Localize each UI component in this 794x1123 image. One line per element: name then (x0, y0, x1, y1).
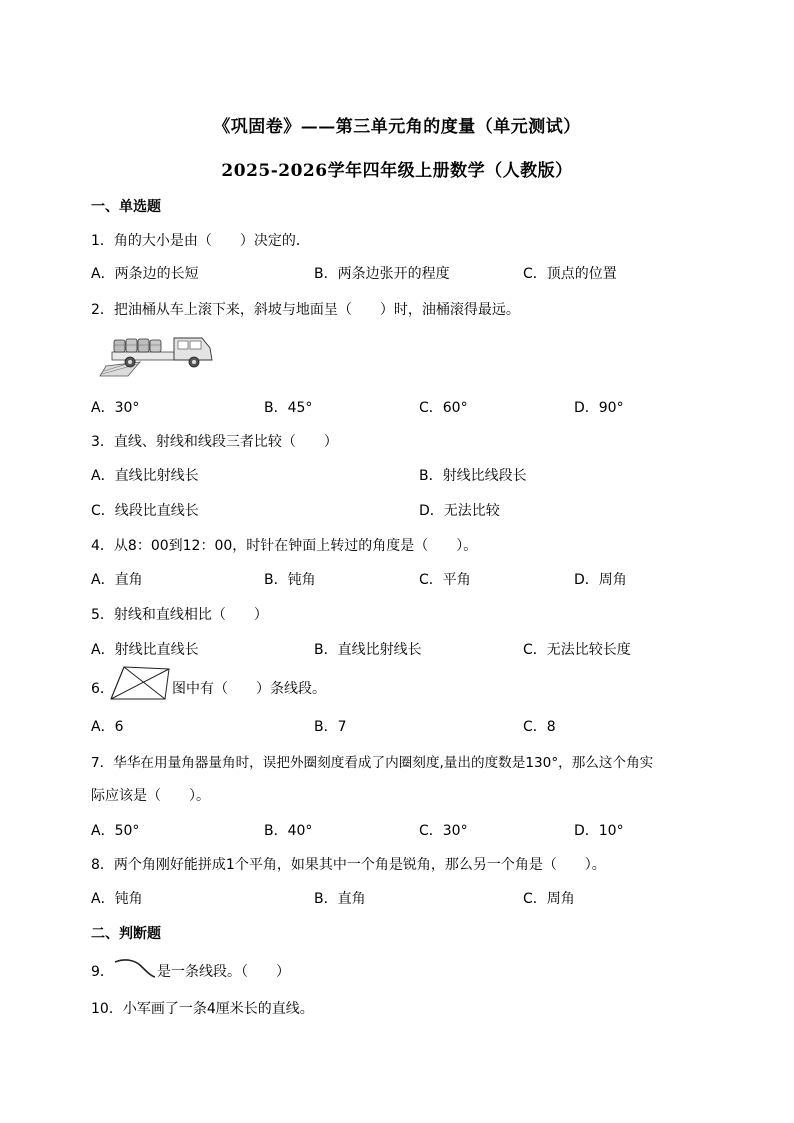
q4-option-d[interactable]: D．周角 (574, 572, 627, 588)
q5-option-b[interactable]: B．直线比射线长 (314, 642, 422, 658)
question-1: 1．角的大小是由（ ）决定的． (91, 233, 310, 249)
question-10: 10．小军画了一条4厘米长的直线。 (91, 1001, 314, 1017)
q2-option-d[interactable]: D．90° (574, 400, 624, 416)
q4-option-b[interactable]: B．钝角 (264, 572, 316, 588)
q1-option-a[interactable]: A．两条边的长短 (91, 266, 199, 282)
section-single-choice: 一、单选题 (91, 199, 161, 215)
question-6-number: 6． (91, 681, 114, 697)
q4-option-a[interactable]: A．直角 (91, 572, 143, 588)
q7-option-d[interactable]: D．10° (574, 823, 624, 839)
page-title: 《巩固卷》——第三单元角的度量（单元测试） (213, 117, 581, 137)
q5-option-c[interactable]: C．无法比较长度 (523, 642, 631, 658)
question-2: 2．把油桶从车上滚下来，斜坡与地面呈（ ）时，油桶滚得最远。 (91, 302, 520, 318)
question-8: 8．两个角刚好能拼成1个平角，如果其中一个角是锐角，那么另一个角是（ ）。 (91, 857, 606, 873)
q7-option-b[interactable]: B．40° (264, 823, 313, 839)
q5-option-a[interactable]: A．射线比直线长 (91, 642, 199, 658)
q7-option-a[interactable]: A．50° (91, 823, 140, 839)
q8-option-a[interactable]: A．钝角 (91, 891, 143, 907)
q6-option-b[interactable]: B．7 (314, 719, 347, 735)
line-segment-figure (109, 665, 171, 701)
q2-option-a[interactable]: A．30° (91, 400, 140, 416)
q4-option-c[interactable]: C．平角 (419, 572, 471, 588)
q1-option-c[interactable]: C．顶点的位置 (523, 266, 617, 282)
question-9: 是一条线段。（ ） (157, 964, 290, 980)
question-7-line-2: 际应该是（ ）。 (91, 788, 210, 804)
question-7-line-1: 7．华华在用量角器量角时，误把外圈刻度看成了内圈刻度,量出的度数是130°，那么这个角实 (91, 755, 654, 771)
q2-option-b[interactable]: B．45° (264, 400, 313, 416)
q6-option-c[interactable]: C．8 (523, 719, 556, 735)
section-true-false: 二、判断题 (91, 926, 161, 942)
curved-line-figure (113, 956, 157, 980)
question-6: 图中有（ ）条线段。 (172, 681, 326, 697)
q1-option-b[interactable]: B．两条边张开的程度 (314, 266, 450, 282)
truck-ramp-illustration (98, 330, 216, 380)
page-subtitle: 2025-2026学年四年级上册数学（人教版） (221, 161, 573, 181)
q7-option-c[interactable]: C．30° (419, 823, 468, 839)
q3-option-d[interactable]: D．无法比较 (419, 503, 500, 519)
q8-option-c[interactable]: C．周角 (523, 891, 575, 907)
q8-option-b[interactable]: B．直角 (314, 891, 366, 907)
question-9-number: 9． (91, 964, 114, 980)
question-4: 4．从8：00到12：00，时针在钟面上转过的角度是（ ）。 (91, 538, 478, 554)
q3-option-b[interactable]: B．射线比线段长 (419, 468, 527, 484)
q6-option-a[interactable]: A．6 (91, 719, 124, 735)
question-3: 3．直线、射线和线段三者比较（ ） (91, 434, 338, 450)
question-5: 5．射线和直线相比（ ） (91, 607, 268, 623)
q3-option-a[interactable]: A．直线比射线长 (91, 468, 199, 484)
q2-option-c[interactable]: C．60° (419, 400, 468, 416)
q3-option-c[interactable]: C．线段比直线长 (91, 503, 199, 519)
